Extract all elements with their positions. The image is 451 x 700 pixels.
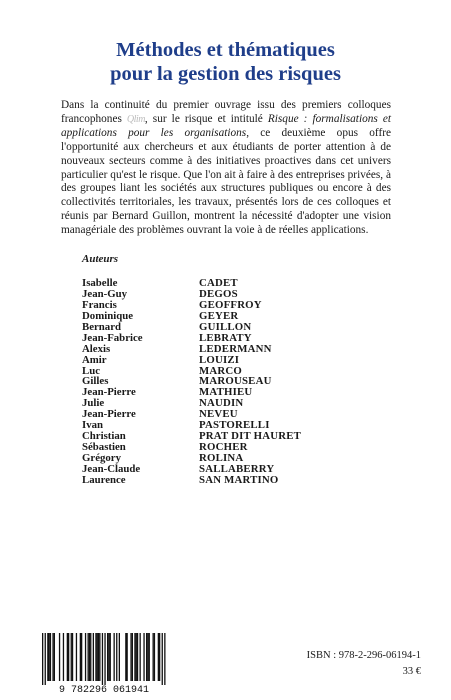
barcode-bar: [147, 633, 148, 681]
author-first-name: Jean-Fabrice: [82, 331, 143, 344]
barcode-bar: [89, 633, 90, 681]
author-first-name: Christian: [82, 430, 126, 443]
barcode-bar: [146, 633, 147, 681]
barcode-bar: [130, 633, 131, 681]
author-first-name: Jean-Claude: [82, 462, 141, 475]
barcode-bar: [116, 633, 117, 681]
author-last-name: LEDERMANN: [199, 342, 272, 355]
author-last-name: PASTORELLI: [199, 419, 270, 432]
author-first-name: Bernard: [82, 320, 121, 333]
barcode-bar: [68, 633, 69, 681]
author-first-name: Isabelle: [82, 277, 118, 289]
author-last-name: SAN MARTINO: [199, 473, 279, 486]
author-first-name: Luc: [82, 364, 100, 377]
barcode-bar: [149, 633, 150, 681]
barcode-bar: [110, 633, 111, 681]
author-last-name: NAUDIN: [199, 397, 244, 410]
barcode-bar: [154, 633, 155, 681]
author-first-name: Alexis: [82, 342, 111, 355]
author-first-name: Gilles: [82, 375, 109, 388]
author-last-name: LEBRATY: [199, 331, 252, 344]
barcode-bar: [42, 633, 43, 685]
barcode-bar: [49, 633, 50, 681]
barcode-bar: [98, 633, 99, 681]
barcode-graphic: [30, 629, 178, 695]
barcode-bar: [47, 633, 48, 681]
author-first-name: Ivan: [82, 419, 104, 432]
barcode-bar: [71, 633, 72, 681]
author-first-name: Jean-Guy: [82, 287, 127, 300]
description-paragraph: [61, 99, 391, 238]
barcode-bar: [72, 633, 73, 681]
book-title: [0, 38, 451, 86]
author-last-name: MAROUSEAU: [199, 375, 272, 388]
barcode-bar: [95, 633, 96, 681]
description-text-2: , sur le risque et intitulé: [144, 112, 268, 125]
author-first-name: Jean-Pierre: [82, 386, 136, 399]
author-last-name: SALLABERRY: [199, 462, 275, 475]
barcode-bar: [88, 633, 89, 681]
barcode-bar: [45, 633, 46, 685]
barcode-bar: [114, 633, 115, 681]
barcode-bar: [108, 633, 109, 681]
barcode-bar: [76, 633, 77, 681]
barcode-bar: [97, 633, 98, 681]
barcode-bar: [63, 633, 64, 681]
author-last-name: MATHIEU: [199, 386, 253, 399]
barcode-bar: [140, 633, 141, 681]
barcode-bar: [59, 633, 60, 681]
barcode-bar: [127, 633, 128, 681]
barcode-bar: [67, 633, 68, 681]
description-text-1: Dans la continuité du premier ouvrage issu des premiers colloques francophones: [61, 99, 391, 125]
barcode-bar: [85, 633, 86, 681]
authors-heading: Auteurs: [82, 253, 119, 265]
author-last-name: GEOFFROY: [199, 298, 262, 311]
barcode-bar: [162, 633, 163, 685]
author-first-name: Jean-Pierre: [82, 408, 136, 421]
barcode-bar: [119, 633, 120, 681]
author-last-name: PRAT DIT HAURET: [199, 430, 301, 443]
barcode: [30, 629, 178, 695]
author-last-name: GEYER: [199, 309, 239, 322]
barcode-bar: [158, 633, 159, 681]
barcode-bar: [80, 633, 81, 681]
author-last-name: LOUIZI: [199, 353, 240, 366]
barcode-bar: [143, 633, 144, 681]
description-text-3: , ce deuxième opus offre l'opportunité aux chercheurs et aux étudiants de porter attention à de nouveaux secteurs comme à des initiatives proactives dans cet univers particulier qu'est le risque. Que l'on ait à faire à des entreprises privées, à des groupes liant les sociétés aux structures publiques ou encore à des collectivités territoriales, les travaux, présentés lors de ces colloques et réunis par Bernard Guillon, montrent la nécessité d'adopter une vision managériale des problèmes ouvrant la voie à de réelles applications.: [61, 126, 391, 237]
author-first-name: Laurence: [82, 473, 126, 486]
author-first-name: Julie: [82, 397, 105, 410]
author-first-name: Francis: [82, 298, 117, 311]
barcode-bar: [81, 633, 82, 681]
author-last-name: GUILLON: [199, 320, 252, 333]
barcode-bar: [93, 633, 94, 681]
author-row: [82, 355, 342, 366]
barcode-bar: [99, 633, 100, 681]
colloquium-logo: Qlim: [126, 113, 145, 125]
author-last-name: NEVEU: [199, 408, 238, 421]
author-row: [82, 333, 342, 344]
author-last-name: MARCO: [199, 364, 242, 377]
author-last-name: ROCHER: [199, 441, 248, 454]
authors-list: [82, 278, 342, 486]
author-last-name: ROLINA: [199, 452, 244, 464]
barcode-bar: [54, 633, 55, 681]
author-first-name: Sébastien: [82, 441, 126, 454]
barcode-bar: [102, 633, 103, 685]
barcode-digits: 9 782296 061941: [58, 685, 150, 695]
author-first-name: Grégory: [82, 452, 121, 464]
author-last-name: CADET: [199, 277, 238, 289]
barcode-bar: [90, 633, 91, 681]
barcode-bar: [50, 633, 51, 681]
barcode-bar: [136, 633, 137, 681]
barcode-bar: [107, 633, 108, 681]
barcode-bar: [104, 633, 105, 685]
barcode-bar: [159, 633, 160, 681]
barcode-bar: [132, 633, 133, 681]
book-title-line-2: pour la gestion des risques: [110, 63, 341, 85]
barcode-bar: [137, 633, 138, 681]
price: 33 €: [402, 666, 421, 677]
author-row: [82, 475, 342, 486]
barcode-bar: [125, 633, 126, 681]
barcode-bar: [52, 633, 53, 681]
author-first-name: Dominique: [82, 309, 133, 322]
author-last-name: DEGOS: [199, 287, 238, 300]
barcode-bar: [153, 633, 154, 681]
isbn: ISBN : 978-2-296-06194-1: [306, 650, 421, 661]
barcode-bar: [164, 633, 165, 685]
barcode-bar: [134, 633, 135, 681]
author-row: [82, 344, 342, 355]
author-first-name: Amir: [82, 353, 107, 366]
previous-book-title: Risque : formalisations et applications pour les organisations: [61, 112, 391, 139]
book-title-line-1: Méthodes et thématiques: [116, 39, 335, 61]
